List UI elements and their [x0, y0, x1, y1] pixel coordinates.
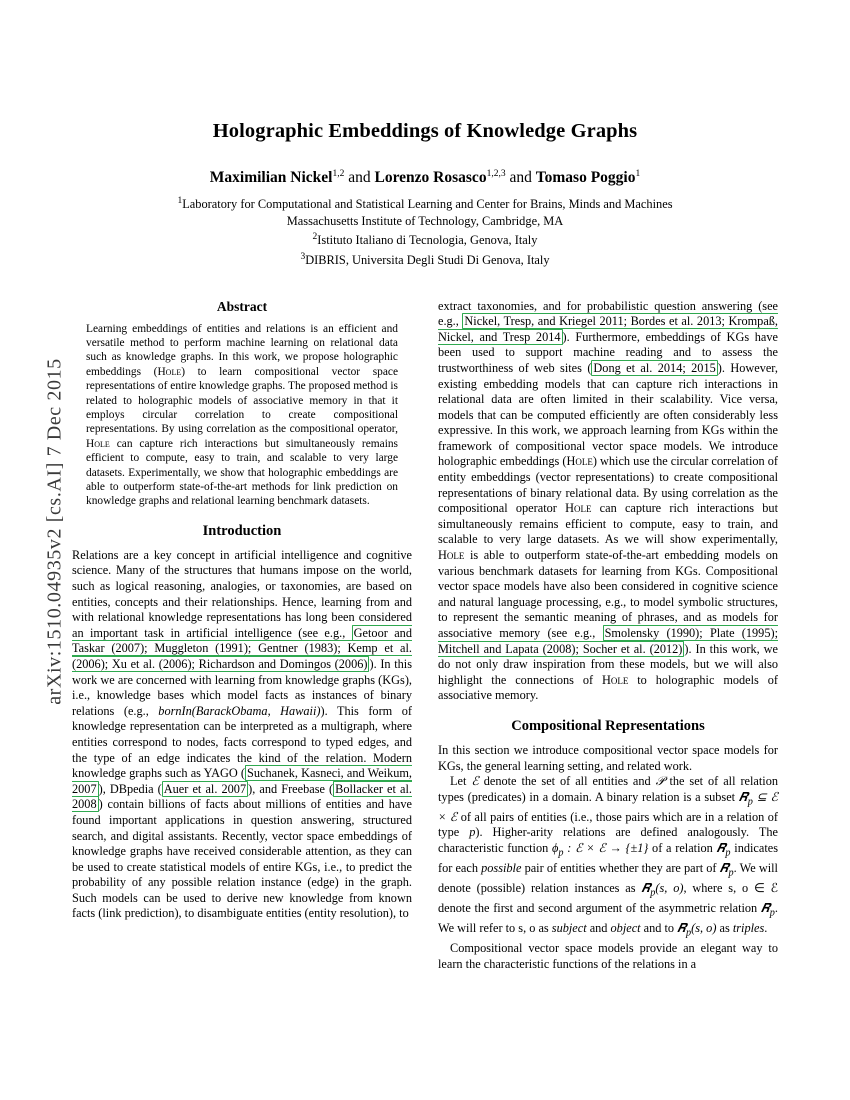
comp-text-k: , where [683, 881, 729, 896]
hole-acronym: Hole [157, 365, 182, 378]
intro2-text-b: ). Furthermore, embeddings of KGs have been used to support machine reading and to assess the trustworthiness of web sites ( [438, 329, 778, 375]
math-relation-instance: 𝑹$_p$(s, o) [641, 881, 684, 899]
hole-acronym: Hole [601, 672, 629, 687]
math-relation-rp-1: 𝑹$_p$ [716, 840, 731, 859]
author-3-affil-marker: 1 [635, 169, 641, 179]
comp-text-a: Let [450, 774, 472, 789]
comp-emph-subject: subject [551, 921, 587, 936]
affiliation-4-text: DIBRIS, Universita Degli Studi Di Genova, Italy [305, 253, 550, 268]
intro2-text-c: ). However, existing embedding models that can capture rich interactions in relational data are often limited in their scalability. Vice versa, models that can be computed efficiently are often considerably less expressive. In this work, we approach learning from KGs within the framework of compositional vector space models. We introduce holographic embeddings (Hole) which use the circular correlation of entity embeddings (vector representations) to create compositional representations of binary relational data. By using correlation as the compositional operator Hole can capture rich interactions but simultaneously remains efficient to compute, easy to train, and scalable to very large datasets. As we will show experimentally, Hole is able to outperform state-of-the-art embedding models on various benchmark datasets for learning from KGs. Compositional vector space models have also been considered in cognitive science and natural language processing, e.g., to model symbolic structures, to represent the semantic meaning of phrases, and as models for associative memory (see e.g., [438, 360, 779, 640]
intro-paragraph-2 [438, 299, 778, 704]
affiliation-2 [72, 213, 778, 230]
math-predicate-set: 𝒫 [655, 774, 665, 789]
affiliation-3 [72, 229, 778, 249]
arxiv-stamp: arXiv:1510.04935v2 [cs.AI] 7 Dec 2015 [43, 358, 66, 705]
comp-text-e: ). Higher-arity relations are defined analogously. The characteristic function [438, 825, 779, 855]
intro-example-triple: bornIn(BarackObama, Hawaii) [158, 703, 321, 718]
author-3-name: Tomaso Poggio [535, 169, 636, 187]
affiliation-1-text: Laboratory for Computational and Statistical Learning and Center for Brains, Minds and Machines [182, 197, 673, 212]
comp-text-u: . [764, 921, 768, 936]
citation-getoor-muggleton-group[interactable]: Getoor and Taskar (2007); Muggleton (1991); Gentner (1983); Kemp et al. (2006); Xu et al. (2006); Richardson and Domingos (2006) [72, 625, 412, 671]
citation-auer[interactable]: Auer et al. 2007 [163, 781, 247, 796]
comp-text-f: of a relation [648, 840, 717, 855]
section-heading-introduction: Introduction [202, 522, 282, 539]
comp-text-d: of all pairs of entities (i.e., those pairs which are in a relation of type [438, 809, 778, 840]
author-conjunction-2: and [509, 169, 532, 187]
comp-text-s: as [716, 921, 733, 936]
math-s-o-2: s, o [518, 921, 536, 936]
affiliation-1 [72, 193, 778, 213]
author-1-name: Maximilian Nickel [209, 169, 333, 187]
comp-paragraph-2 [438, 774, 778, 941]
intro2-text-a: extract taxonomies, and for probabilistic question answering (see e.g., [438, 298, 778, 329]
intro-text-f: ) contain billions of facts about millions of entities and have found important applications in question answering, structured search, and digital assistants. Recently, vector space embeddings of knowledge graphs have received considerable attention, as they can be used to create statistical models of entire KGs, i.e., to predict the probability of any possible relation instance (edge) in the graph. Such models can be used to derive new knowledge from known facts (link prediction), to disambiguate entities (entity resolution), to [72, 797, 412, 921]
right-column [438, 299, 778, 973]
comp-emph-possible: possible [481, 861, 522, 876]
math-s-o-1: s, o ∈ ℰ [728, 881, 778, 896]
comp-paragraph-3: Compositional vector space models provide an elegant way to learn the characteristic functions of the relations in a [438, 941, 778, 971]
paper-content [72, 120, 778, 972]
abstract-heading: Abstract [216, 298, 268, 314]
comp-text-j: . We will denote (possible) relation instances as [438, 861, 778, 896]
citation-bollacker[interactable]: Bollacker et al. 2008 [72, 781, 412, 812]
comp-text-b: denote the set of all entities and [478, 774, 656, 789]
math-characteristic-function: $\phi_p$ : ℰ × ℰ → {±1} [552, 840, 649, 859]
affiliation-4 [72, 249, 778, 269]
affiliation-2-text: Massachusetts Institute of Technology, Cambridge, MA [286, 213, 564, 228]
comp-text-p: and [586, 921, 611, 936]
comp-text-i: pair of entities whether they are part of [521, 861, 720, 876]
intro2-text-d: ). In this work, we do not only draw inspiration from these models, but we will also highlight the connections of Hole to holographic models of associative memory. [438, 641, 779, 703]
math-entity-set: ℰ [471, 774, 479, 789]
comp-text-g: indicates for each [438, 840, 778, 876]
author-list [72, 169, 778, 187]
abstract-text: Learning embeddings of entities and relations is an efficient and versatile method to perform machine learning on relational data such as knowledge graphs. In this work, we propose holographic embeddings (Hole) to learn compositional vector space representations of entire knowledge graphs. The proposed method is related to holographic models of associative memory in that it employs circular correlation to create compositional representations. By using correlation as the compositional operator, Hole can capture rich interactions but simultaneously remains efficient to compute, easy to train, and scalable to very large datasets. Experimentally, we show that holographic embeddings are able to outperform state-of-the-art methods for link prediction on knowledge graphs and relational learning benchmark datasets. [86, 322, 399, 508]
citation-dong[interactable]: Dong et al. 2014; 2015 [593, 360, 716, 375]
citation-nickel-bordes-krompass[interactable]: Nickel, Tresp, and Kriegel 2011; Bordes et al. 2013; Krompaß, Nickel, and Tresp 2014 [438, 314, 779, 344]
math-type-p: p [469, 825, 476, 840]
hole-acronym: Hole [86, 437, 110, 450]
hole-acronym: Hole [566, 454, 593, 469]
author-conjunction-1: and [348, 169, 371, 187]
left-column [72, 299, 412, 973]
hole-acronym: Hole [438, 548, 465, 563]
comp-text-r: and to [640, 921, 678, 936]
citation-smolensky-plate-mitchell-socher[interactable]: Smolensky (1990); Plate (1995); Mitchell and Lapata (2008); Socher et al. (2012) [438, 626, 778, 656]
math-triple: 𝑹$_p$(s, o) [677, 921, 717, 939]
page-title: Holographic Embeddings of Knowledge Graphs [212, 120, 638, 142]
author-2-name: Lorenzo Rosasco [374, 169, 487, 187]
comp-text-l: denote the first and second argument of the asymmetric relation [438, 901, 761, 916]
comp-text-m: . We will refer to [438, 901, 778, 936]
intro-paragraph-1 [72, 548, 412, 922]
intro-text-b: ). In this work we are concerned with learning from knowledge graphs (KGs), i.e., knowledge bases which model facts as instances of binary relations (e.g., [72, 656, 413, 718]
math-relation-subset: 𝑹$_p$ ⊆ ℰ × ℰ [438, 789, 779, 824]
math-relation-rp-2: 𝑹$_p$ [719, 861, 734, 879]
hole-acronym: Hole [565, 501, 592, 516]
intro-text-e: ), and Freebase ( [248, 781, 334, 796]
affiliation-3-marker: 2 [312, 232, 318, 243]
section-heading-compositional-representations: Compositional Representations [511, 717, 705, 734]
affiliation-4-marker: 3 [300, 251, 306, 262]
affiliation-3-text: Istituto Italiano di Tecnologia, Genova, Italy [317, 233, 538, 248]
intro-text-d: ), DBpedia ( [98, 781, 162, 796]
comp-text-n: as [535, 921, 552, 936]
comp-emph-object: object [610, 921, 641, 936]
author-2-affil-marker: 1,2,3 [486, 169, 506, 179]
comp-emph-triples: triples [732, 921, 765, 936]
comp-text-c: the set of all relation types (predicates) in a domain. A binary relation is a subset [438, 774, 778, 804]
two-column-body [72, 299, 778, 973]
affiliation-1-marker: 1 [177, 196, 183, 207]
author-1-affil-marker: 1,2 [332, 169, 345, 179]
intro-text-a: Relations are a key concept in artificial intelligence and cognitive science. Many of the structures that humans impose on the world, such as logical reasoning, analogies, or taxonomies, are based on entities, concepts and their relationships. Hence, learning from and with relational knowledge representations has long been considered an important task in artificial intelligence (see e.g., [72, 547, 412, 640]
comp-paragraph-1: In this section we introduce compositional vector space models for KGs, the general learning setting, and related work. [438, 742, 778, 773]
citation-suchanek[interactable]: Suchanek, Kasneci, and Weikum, 2007 [72, 766, 412, 796]
math-relation-rp-3: 𝑹$_p$ [760, 901, 775, 919]
intro-text-c: ). This form of knowledge representation can be interpreted as a multigraph, where entities correspond to nodes, facts correspond to typed edges, and the type of an edge indicates the kind of the relation. Modern knowledge graphs such as YAGO ( [72, 703, 412, 781]
